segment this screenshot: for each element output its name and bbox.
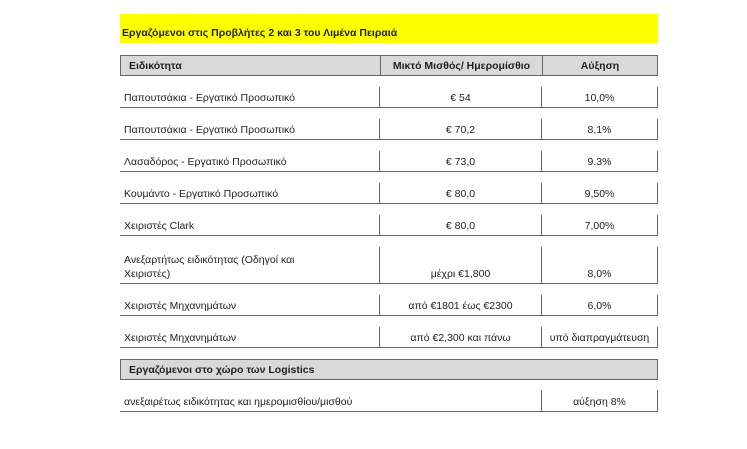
wage-table — [120, 14, 658, 412]
table-title-text: Εργαζόμενοι στις Προβλήτες 2 και 3 του Λιμένα Πειραιά — [122, 27, 398, 39]
logistics-section-title: Εργαζόμενοι στο χώρο των Logistics — [129, 363, 315, 376]
header-increase: Αύξηση — [542, 56, 657, 75]
row-increase: 9,50% — [584, 188, 615, 200]
row-specialty: Λασαδόρος - Εργατικό Προσωπικό — [124, 156, 287, 168]
row-increase: 7,00% — [584, 220, 615, 232]
row-specialty: Κουμάντο - Εργατικό Προσωπικό — [124, 188, 279, 200]
row-wage: € 70,2 — [445, 124, 476, 136]
row-wage: μέχρι €1,800 — [430, 268, 491, 280]
row-wage: από €2,300 και πάνω — [410, 332, 511, 344]
row-wage: από €1801 έως €2300 — [408, 300, 513, 312]
table-row — [120, 215, 658, 236]
row-increase: 8,0% — [587, 268, 612, 280]
logistics-row — [120, 390, 658, 412]
row-wage: € 80,0 — [445, 188, 476, 200]
table-title — [120, 14, 658, 43]
row-specialty: Χειριστές Μηχανημάτων — [124, 332, 237, 344]
row-increase: 8,1% — [587, 124, 612, 136]
row-increase: υπό διαπραγμάτευση — [549, 332, 650, 344]
table-header — [120, 55, 658, 76]
table-row — [120, 295, 658, 316]
row-increase: 10,0% — [584, 92, 615, 104]
row-increase: 9.3% — [587, 156, 612, 168]
header-specialty: Ειδικότητα — [129, 59, 182, 72]
header-wage: Μικτό Μισθός/ Ημερομίσθιο — [380, 56, 542, 75]
table-row — [120, 327, 658, 348]
table-row — [120, 87, 658, 108]
row-wage: € 73,0 — [445, 156, 476, 168]
logistics-section-header — [120, 359, 658, 380]
row-wage: € 54 — [450, 92, 471, 104]
row-increase: 6,0% — [587, 300, 612, 312]
table-row — [120, 119, 658, 140]
row-specialty: Παπουτσάκια - Εργατικό Προσωπικό — [124, 92, 295, 104]
table-row — [120, 151, 658, 172]
logistics-row-increase: αύξηση 8% — [573, 396, 626, 408]
row-specialty: Χειριστές Μηχανημάτων — [124, 300, 237, 312]
logistics-row-text: ανεξαιρέτως ειδικότητας και ημερομισθίου/μισθού — [124, 396, 353, 408]
row-specialty-line1: Ανεξαρτήτως ειδικότητας (Οδηγοί και — [124, 254, 295, 266]
row-wage: € 80,0 — [445, 220, 476, 232]
row-specialty: Χειριστές Clark — [124, 220, 195, 232]
row-specialty: Παπουτσάκια - Εργατικό Προσωπικό — [124, 124, 295, 136]
table-row — [120, 247, 658, 284]
row-specialty-line2: Χειριστές) — [124, 268, 171, 280]
table-row — [120, 183, 658, 204]
